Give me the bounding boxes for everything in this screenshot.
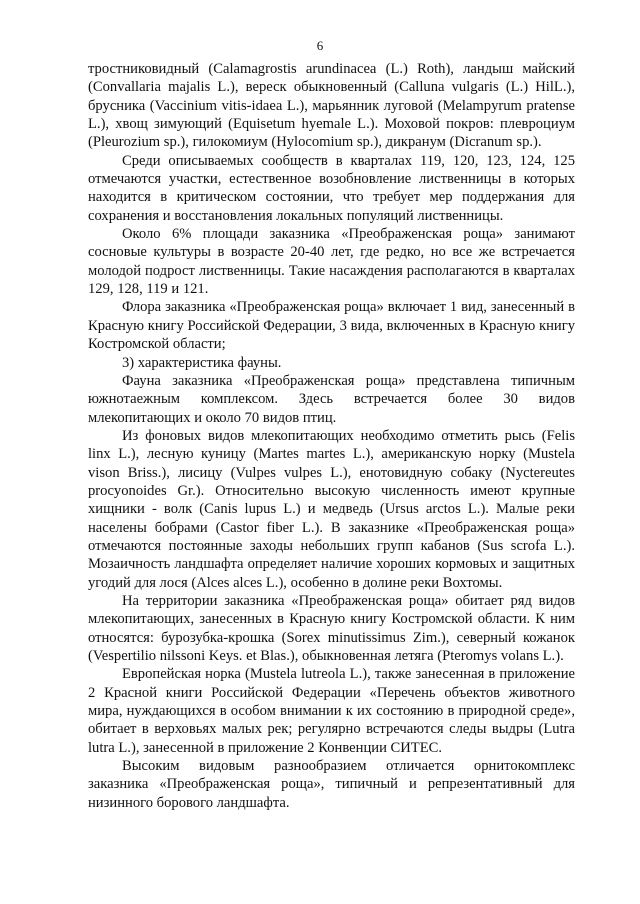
paragraph-fauna-heading: 3) характеристика фауны.	[122, 354, 282, 371]
paragraph-red-book-mammals: На территории заказника «Преображенская роща» обитает ряд видов млекопитающих, занесенных в Красную книгу Костромской области. К ним относятся: бурозубка-крошка (Sorex minutissimus Zim.), северный кожанок (Vespertilio nilssoni Keys. et Blas.), обыкновенная летяга (Pteromys volans L.).	[88, 592, 575, 664]
document-body	[88, 60, 575, 812]
paragraph-european-mink: Европейская норка (Mustela lutreola L.), также занесенная в приложение 2 Красной книги Российской Федерации «Перечень объектов животного мира, нуждающихся в особом внимании к их состоянию в природной среде», обитает в верховьях малых рек; регулярно встречаются следы выдры (Lutra lutra L.), занесенной в приложение 2 Конвенции СИТЕС.	[88, 666, 575, 756]
paragraph-background-mammals: Из фоновых видов млекопитающих необходимо отметить рысь (Felis linx L.), лесную куницу (Martes martes L.), американскую норку (Mustela vison Briss.), лисицу (Vulpes vulpes L.), енотовидную собаку (Nyctereutes procyonoides Gr.). Относительно высокую численность имеют крупные хищники - волк (Canis lupus L.) и медведь (Ursus arctos L.). Малые реки населены бобрами (Castor fiber L.). В заказнике «Преображенская роща» отмечаются постоянные заходы небольших групп кабанов (Sus scrofa L.). Мозаичность ландшафта определяет наличие хороших кормовых и защитных угодий для лося (Alces alces L.), особенно в долине реки Вохтомы.	[88, 427, 575, 591]
paragraph-flora-red-book: Флора заказника «Преображенская роща» включает 1 вид, занесенный в Красную книгу Российской Федерации, 3 вида, включенных в Красную книгу Костромской области;	[88, 299, 575, 353]
paragraph-pine-cultures: Около 6% площади заказника «Преображенская роща» занимают сосновые культуры в возрасте 20-40 лет, где редко, но все же встречается молодой подрост лиственницы. Такие насаждения располагаются в кварталах 129, 128, 119 и 121.	[88, 226, 575, 298]
paragraph-larch-regeneration: Среди описываемых сообществ в кварталах 119, 120, 123, 124, 125 отмечаются участки, естественное возобновление лиственницы в которых находится в критическом состоянии, что требует мер поддержания для сохранения и восстановления локальных популяций лиственницы.	[88, 152, 575, 224]
paragraph-flora-continuation: тростниковидный (Calamagrostis arundinacea (L.) Roth), ландыш майский (Convallaria majalis L.), вереск обыкновенный (Calluna vulgaris (L.) HilL.), брусника (Vaccinium vitis-idaea L.), марьянник луговой (Melampyrum pratense L.), хвощ зимующий (Equisetum hyemale L.). Моховой покров: плевроциум (Pleurozium sp.), гилокомиум (Hylocomium sp.), дикранум (Dicranum sp.).	[88, 61, 575, 151]
paragraph-bird-complex: Высоким видовым разнообразием отличается орнитокомплекс заказника «Преображенская роща», типичный и репрезентативный для низинного борового ландшафта.	[88, 758, 575, 811]
page-number: 6	[316, 38, 324, 53]
paragraph-fauna-overview: Фауна заказника «Преображенская роща» представлена типичным южнотаежным комплексом. Здесь встречается более 30 видов млекопитающих и около 70 видов птиц.	[88, 372, 575, 426]
